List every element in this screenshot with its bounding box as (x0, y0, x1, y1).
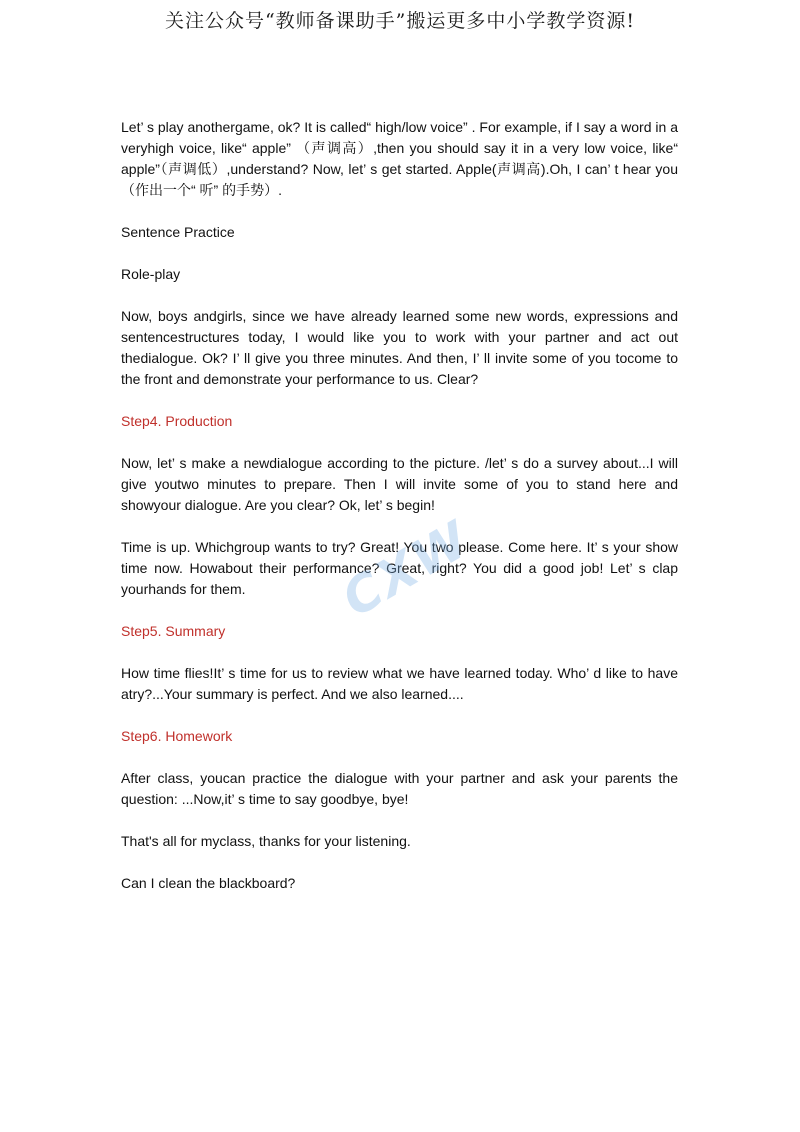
document-body (121, 117, 678, 915)
paragraph-summary: How time flies!It’ s time for us to review what we have learned today. Who’ d like to have atry?...Your summary is perfect. And we also learned.... (121, 665, 678, 702)
heading-step4-production: Step4. Production (121, 413, 233, 429)
promo-banner: 关注公众号“教师备课助手”搬运更多中小学教学资源! (164, 10, 636, 32)
heading-step5-summary: Step5. Summary (121, 623, 226, 639)
paragraph-high-low-voice-game: Let’ s play anothergame, ok? It is called“ high/low voice” . For example, if I say a word in a veryhigh voice, like“ apple” （声调高）,then you should say it in a very low voice, like“ apple”（声调低）,understand? Now, let’ s get started. Apple(声调高).Oh, I can’ t hear you（作出一个“ 听” 的手势）. (121, 119, 678, 198)
paragraph-role-play: Role-play (121, 266, 181, 282)
watermark: CXW (332, 509, 480, 629)
paragraph-homework: After class, youcan practice the dialogue with your partner and ask your parents the question: ...Now,it’ s time to say goodbye, bye! (121, 770, 678, 807)
paragraph-role-play-instructions: Now, boys andgirls, since we have already learned some new words, expressions and sentencestructures today, I would like you to work with your partner and act out thedialogue. Ok? I’ ll give you three minutes. And then, I’ ll invite some of you tocome to the front and demonstrate your performance to us. Clear? (121, 308, 678, 387)
paragraph-time-is-up: Time is up. Whichgroup wants to try? Great! You two please. Come here. It’ s your show time now. Howabout their performance? Great, right? You did a good job! Let’ s clap yourhands for them. (121, 539, 678, 597)
paragraph-new-dialogue: Now, let’ s make a newdialogue according to the picture. /let’ s do a survey about...I will give youtwo minutes to prepare. Then I will invite some of you to stand here and showyour dialogue. Are you clear? Ok, let’ s begin! (121, 455, 678, 513)
paragraph-sentence-practice: Sentence Practice (121, 224, 235, 240)
paragraph-clean-blackboard: Can I clean the blackboard? (121, 875, 296, 891)
heading-step6-homework: Step6. Homework (121, 728, 233, 744)
paragraph-closing: That's all for myclass, thanks for your listening. (121, 833, 411, 849)
